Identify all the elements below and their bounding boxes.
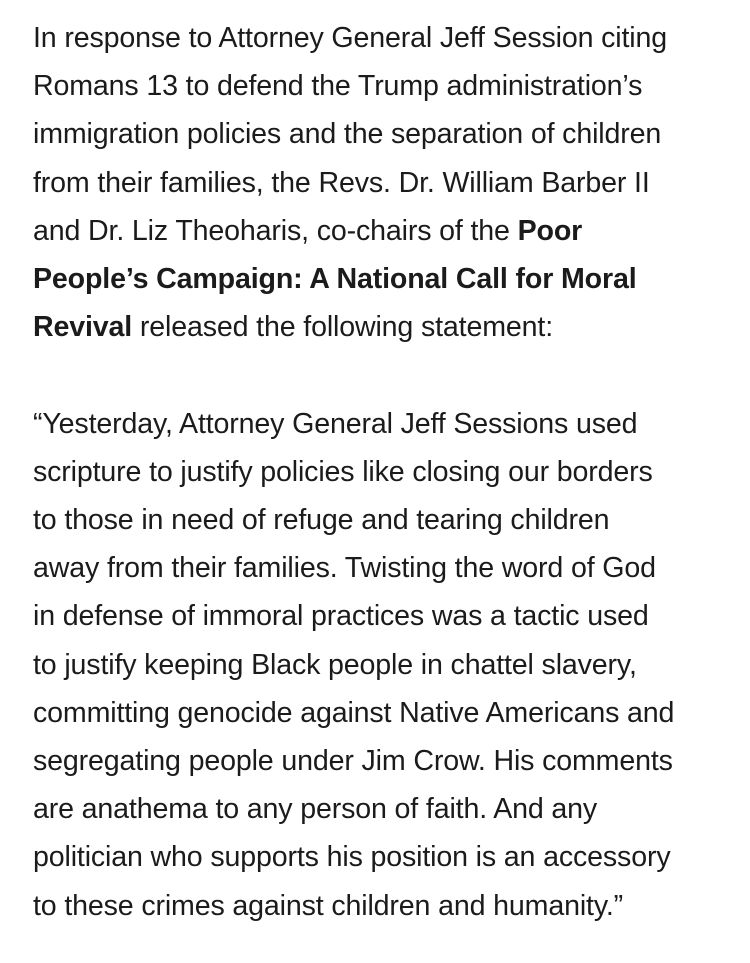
campaign-name-bold: Revival — [33, 311, 133, 344]
quote-line: to those in need of refuge and tearing children — [33, 504, 610, 537]
intro-text: and Dr. Liz Theoharis, co-chairs of the — [33, 214, 518, 247]
quote-line: politician who supports his position is an accessory — [33, 841, 671, 874]
intro-line — [33, 207, 723, 255]
quote-line: are anathema to any person of faith. And any — [33, 793, 598, 826]
intro-line: immigration policies and the separation of children — [33, 118, 662, 151]
quote-paragraph — [33, 400, 723, 930]
quote-line: to these crimes against children and humanity.” — [33, 889, 624, 922]
quote-line: committing genocide against Native Americans and — [33, 696, 675, 729]
campaign-name-bold: Poor — [517, 214, 583, 247]
quote-line: “Yesterday, Attorney General Jeff Sessions used — [33, 407, 638, 440]
intro-text: released the following statement: — [132, 311, 553, 344]
paragraph-spacer — [33, 351, 723, 399]
campaign-name-bold: People’s Campaign: A National Call for Moral — [33, 263, 637, 296]
quote-line: away from their families. Twisting the word of God — [33, 552, 656, 585]
intro-line — [33, 255, 723, 303]
intro-line: from their families, the Revs. Dr. William Barber II — [33, 166, 650, 199]
intro-line — [33, 303, 723, 351]
intro-line: In response to Attorney General Jeff Session citing — [33, 22, 667, 54]
quote-line: scripture to justify policies like closing our borders — [33, 455, 653, 488]
intro-line: Romans 13 to defend the Trump administration’s — [33, 70, 643, 103]
intro-paragraph — [33, 14, 723, 351]
quote-line: in defense of immoral practices was a tactic used — [33, 600, 649, 633]
quote-line: to justify keeping Black people in chattel slavery, — [33, 648, 637, 681]
statement-document — [33, 14, 723, 930]
quote-line: segregating people under Jim Crow. His comments — [33, 745, 673, 778]
